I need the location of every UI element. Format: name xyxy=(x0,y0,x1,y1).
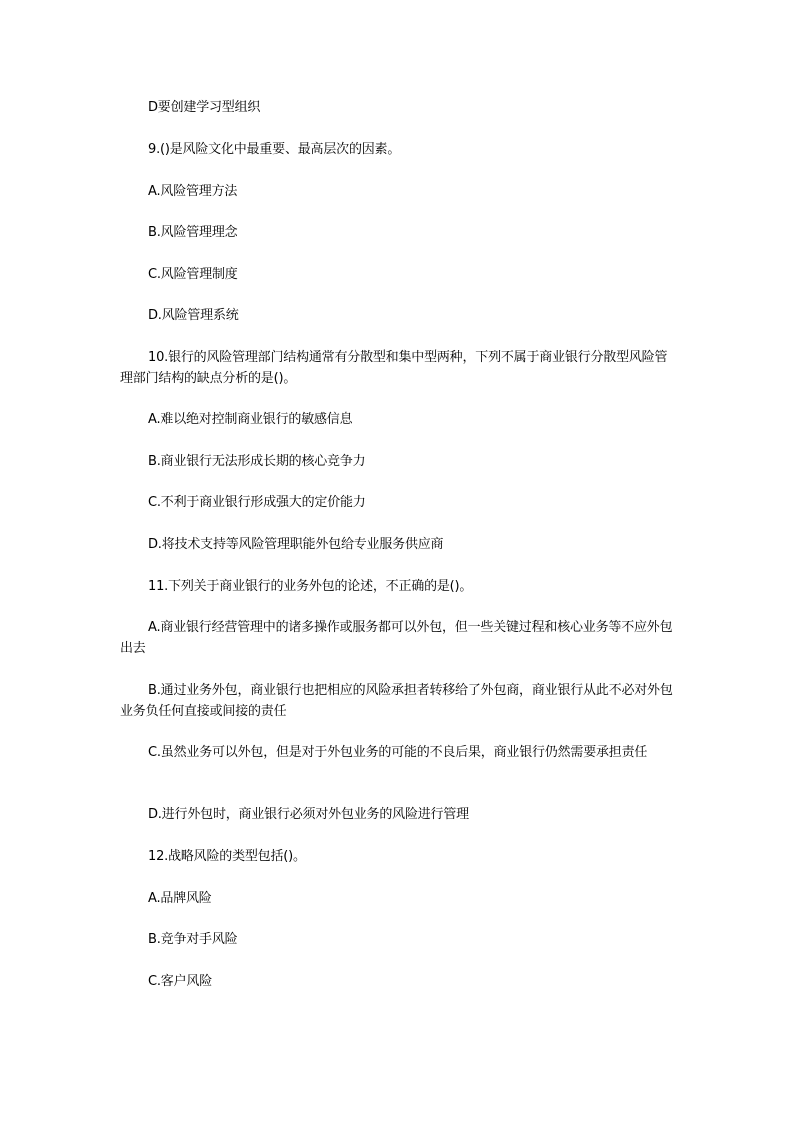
paragraph: B.通过业务外包，商业银行也把相应的风险承担者转移给了外包商，商业银行从此不必对外包业务负任何直接或间接的责任 xyxy=(120,683,673,719)
paragraph: A.品牌风险 xyxy=(148,891,212,906)
paragraph: A.风险管理方法 xyxy=(148,184,238,199)
paragraph: D要创建学习型组织 xyxy=(148,100,261,115)
paragraph: A.难以绝对控制商业银行的敏感信息 xyxy=(148,412,353,427)
paragraph: D.进行外包时，商业银行必须对外包业务的风险进行管理 xyxy=(148,807,469,822)
paragraph: B.竞争对手风险 xyxy=(148,932,238,947)
paragraph: C.不利于商业银行形成强大的定价能力 xyxy=(148,495,366,510)
paragraph: 10.银行的风险管理部门结构通常有分散型和集中型两种，下列不属于商业银行分散型风险管理部门结构的缺点分析的是()。 xyxy=(120,350,668,386)
paragraph: D.风险管理系统 xyxy=(148,308,239,323)
paragraph: B.商业银行无法形成长期的核心竞争力 xyxy=(148,454,366,469)
paragraph: C.客户风险 xyxy=(148,974,213,989)
paragraph: C.风险管理制度 xyxy=(148,267,238,282)
paragraph: B.风险管理理念 xyxy=(148,225,238,240)
paragraph: 11.下列关于商业银行的业务外包的论述，不正确的是()。 xyxy=(148,579,473,594)
paragraph: D.将技术支持等风险管理职能外包给专业服务供应商 xyxy=(148,537,444,552)
paragraph: 9.()是风险文化中最重要、最高层次的因素。 xyxy=(148,142,401,157)
paragraph: A.商业银行经营管理中的诸多操作或服务都可以外包，但一些关键过程和核心业务等不应外包出去 xyxy=(120,620,673,656)
paragraph: C.虽然业务可以外包，但是对于外包业务的可能的不良后果，商业银行仍然需要承担责任 xyxy=(148,745,648,760)
paragraph: 12.战略风险的类型包括()。 xyxy=(148,849,306,864)
